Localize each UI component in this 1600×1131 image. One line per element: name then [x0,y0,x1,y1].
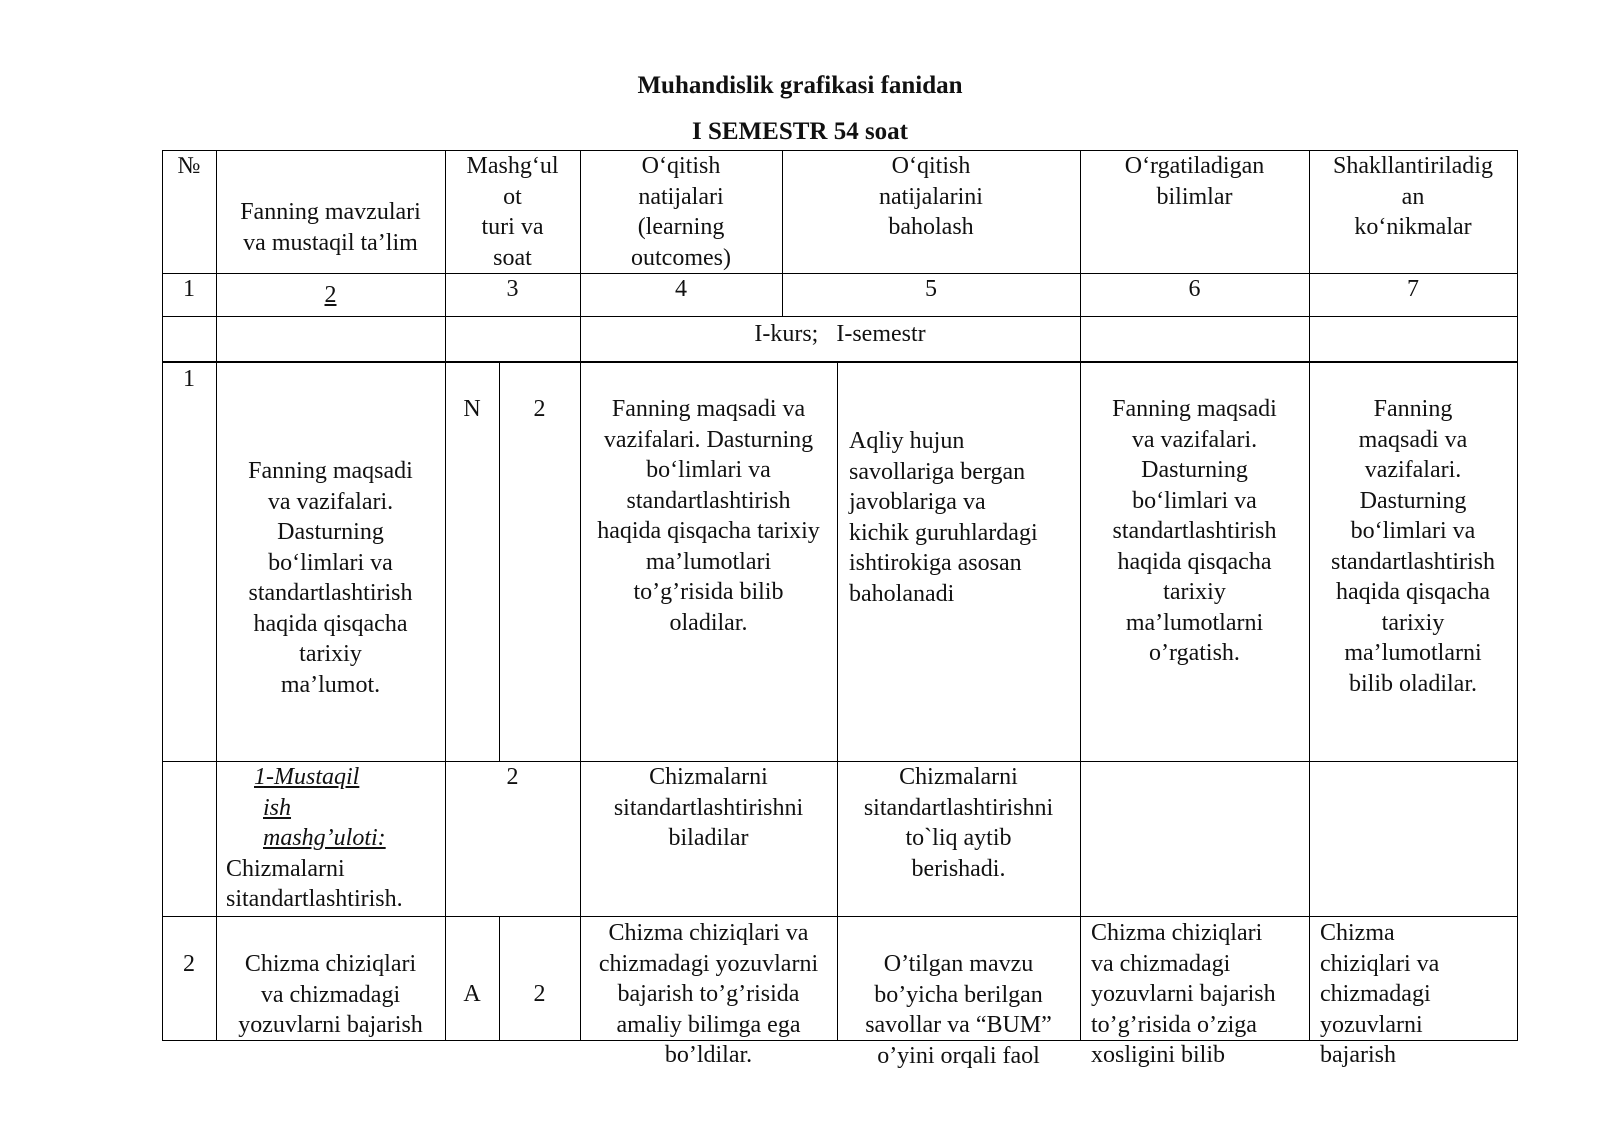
lesson-type: N [463,396,481,422]
column-number: 7 [1407,276,1419,302]
header-knowledge: O‘rgatiladigan bilimlar [1124,153,1265,210]
row-outcomes: Fanning maqsadi va vazifalari. Dasturning bo‘limlari va standartlashtirish haqida qisqacha tarixiy ma’lumotlari to’g’risida bilib oladilar. [597,396,820,636]
row-number: 1 [183,366,195,392]
column-number: 5 [925,276,937,302]
independent-work-outcomes: Chizmalarni sitandartlashtirishni biladilar [613,764,804,851]
row-knowledge: Chizma chiziqlari va chizmadagi yozuvlarni bajarish to’g’risida o’ziga xosligini bilib [1091,920,1276,1068]
row-topic: Fanning maqsadi va vazifalari. Dasturning bo‘limlari va standartlashtirish haqida qisqacha tarixiy ma’lumot. [248,458,413,698]
column-number: 4 [675,276,687,302]
row-assessment: Aqliy hujun savollariga bergan javoblariga va kichik guruhlardagi ishtirokiga asosan baholanadi [849,428,1038,607]
header-skills: Shakllantiriladig an ko‘nikmalar [1333,153,1493,240]
row-knowledge: Fanning maqsadi va vazifalari. Dasturning bo‘limlari va standartlashtirish haqida qisqacha tarixiy ma’lumotlarni o’rgatish. [1112,396,1277,666]
section-heading: I-kurs; I-semestr [754,321,926,347]
column-number: 1 [183,276,195,302]
column-number: 6 [1188,276,1201,302]
semester-title: I SEMESTR 54 soat [691,118,908,145]
independent-work-topic: 1-Mustaqil ish mashg’uloti: Chizmalarni sitandartlashtirish. [226,764,403,912]
header-assessment: O‘qitish natijalarini baholash [879,153,983,240]
row-outcomes: Chizma chiziqlari va chizmadagi yozuvlarni bajarish to’g’risida amaliy bilimga ega bo’ldilar. [598,920,819,1068]
independent-work-hours: 2 [506,764,519,790]
document-title: Muhandislik grafikasi fanidan [637,72,963,99]
row-assessment: O’tilgan mavzu bo’yicha berilgan savollar va “BUM” o’yini orqali faol [865,951,1052,1069]
column-number: 3 [506,276,519,302]
column-number: 2 [324,282,337,308]
row-number: 2 [183,951,195,977]
header-number-sign: № [177,153,201,179]
row-skills: Chizma chiziqlari va chizmadagi yozuvlarni bajarish [1320,920,1440,1068]
independent-work-assessment: Chizmalarni sitandartlashtirishni to`liq aytib berishadi. [863,764,1054,882]
header-learning-outcomes: O‘qitish natijalari (learning outcomes) [631,153,731,271]
row-topic: Chizma chiziqlari va chizmadagi yozuvlarni bajarish [238,951,423,1038]
header-topics: Fanning mavzulari va mustaqil ta’lim [240,199,421,256]
header-lesson-type: Mashg‘ul ot turi va soat [466,153,559,271]
lesson-hours: 2 [533,981,546,1007]
row-skills: Fanning maqsadi va vazifalari. Dasturning bo‘limlari va standartlashtirish haqida qisqacha tarixiy ma’lumotlarni bilib oladilar. [1331,396,1495,697]
lesson-hours: 2 [533,396,546,422]
lesson-type: A [463,981,481,1007]
